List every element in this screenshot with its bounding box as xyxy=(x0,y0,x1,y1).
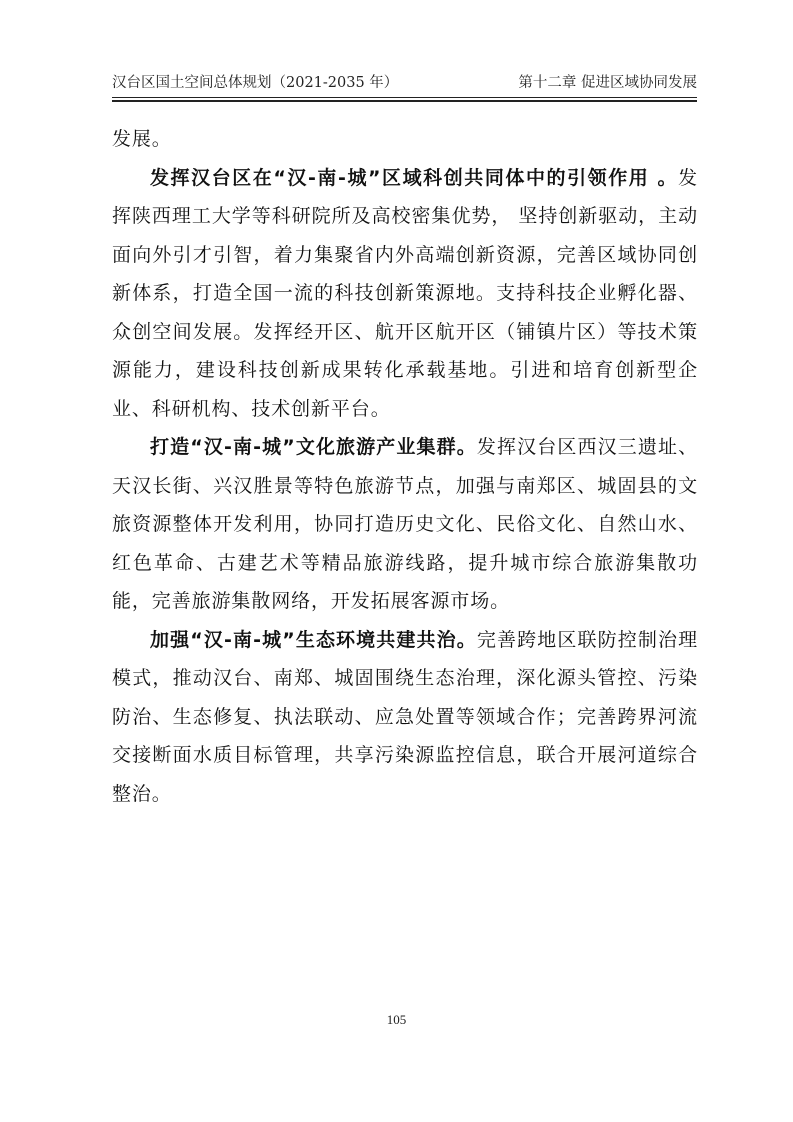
page-number: 105 xyxy=(386,1012,407,1027)
paragraph-ecology xyxy=(112,621,698,814)
paragraph-text: 发展。 xyxy=(112,128,172,150)
header-rule-thin xyxy=(112,97,697,98)
paragraph-innovation xyxy=(112,159,698,429)
paragraph-text: 发挥汉台区西汉三遗址、天汉长街、兴汉胜景等特色旅游节点，加强与南郑区、城固县的文旅资源整体开发利用，协同打造历史文化、民俗文化、自然山水、红色革命、古建艺术等精品旅游线路，提升城市综合旅游集散功能，完善旅游集散网络，开发拓展客源市场。 xyxy=(112,436,699,612)
paragraph-lead: 发挥汉台区在“汉-南-城”区域科创共同体中的引领作用 。 xyxy=(150,166,679,189)
paragraph-lead: 打造“汉-南-城”文化旅游产业集群。 xyxy=(150,436,477,458)
paragraph-continuation xyxy=(112,120,698,159)
paragraph-text: 完善跨地区联防控制治理模式，推动汉台、南郑、城固围绕生态治理，深化源头管控、污染防治、生态修复、执法联动、应急处置等领域合作；完善跨界河流交接断面水质目标管理，共享污染源监控信息，联合开展河道综合整治。 xyxy=(112,628,699,805)
body-text xyxy=(112,120,698,813)
paragraph-lead: 加强“汉-南-城”生态环境共建共治。 xyxy=(150,628,477,651)
document-title-header: 汉台区国土空间总体规划（2021-2035 年） xyxy=(112,75,399,91)
paragraph-tourism xyxy=(112,428,698,621)
chapter-title-header: 第十二章 促进区域协同发展 xyxy=(518,75,697,91)
running-header xyxy=(112,70,697,96)
header-rule-thick xyxy=(112,100,697,102)
paragraph-text: 发挥陕西理工大学等科研院所及高校密集优势， 坚持创新驱动，主动面向外引才引智，着力集聚省内外高端创新资源，完善区域协同创新体系，打造全国一流的科技创新策源地。支持科技企业孵化器、众创空间发展。发挥经开区、航开区航开区（铺镇片区）等技术策源能力，建设科技创新成果转化承载基地。引进和培育创新型企业、科研机构、技术创新平台。 xyxy=(112,166,698,420)
